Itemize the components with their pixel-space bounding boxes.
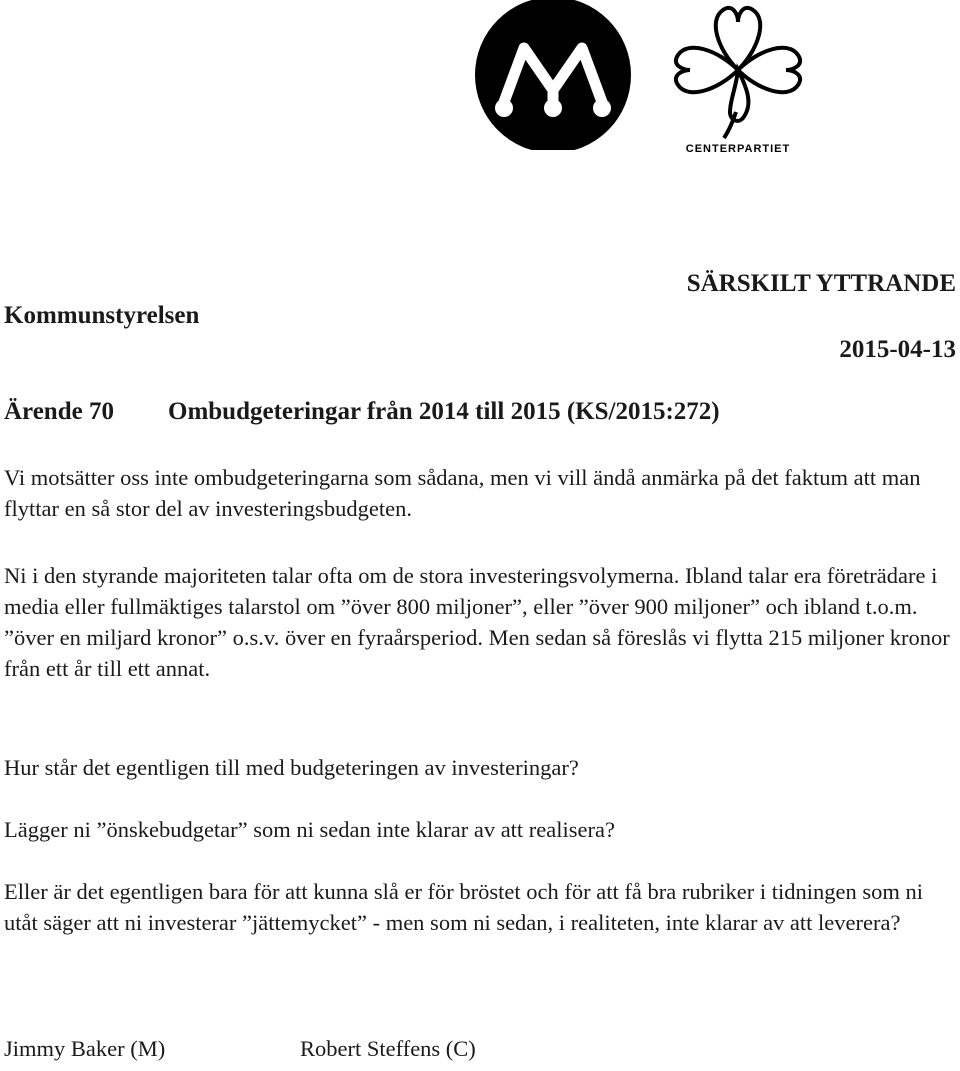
document-date: 2015-04-13 [839,336,956,363]
centerpartiet-clover-logo-icon [668,0,808,160]
document-type: SÄRSKILT YTTRANDE [686,270,956,297]
logo-area [470,0,810,160]
body-paragraph-3: Hur står det egentligen till med budgeteringen av investeringar? [4,755,579,780]
body-paragraph-2: Ni i den styrande majoriteten talar ofta om de stora investeringsvolymerna. Ibland talar era företrädare i media eller fullmäktiges talarstol om ”över 800 miljoner”, eller ”över 900 miljoner” och ibland t.o.m. ”över en miljard kronor” o.s.v. över en fyraårsperiod. Men sedan så föreslås vi flytta 215 miljoner kronor från ett år till ett annat. [4,563,950,681]
moderaterna-m-logo-icon [470,0,636,150]
body-paragraph-4: Lägger ni ”önskebudgetar” som ni sedan inte klarar av att realisera? [4,817,615,842]
agenda-number: Ärende 70 [4,398,114,425]
organization-name: Kommunstyrelsen [4,302,200,329]
signature-2: Robert Steffens (C) [300,1036,476,1061]
body-paragraph-1: Vi motsätter oss inte ombudgeteringarna som sådana, men vi vill ändå anmärka på det faktum att man flyttar en så stor del av investeringsbudgeten. [4,465,921,521]
centerpartiet-wordmark: CENTERPARTIET [685,143,791,155]
signature-1: Jimmy Baker (M) [4,1036,166,1061]
agenda-title: Ombudgeteringar från 2014 till 2015 (KS/2015:272) [168,398,720,425]
body-paragraph-5: Eller är det egentligen bara för att kunna slå er för bröstet och för att få bra rubriker i tidningen som ni utåt säger att ni investerar ”jättemycket” - men som ni sedan, i realiteten, inte klarar av att leverera? [4,879,924,935]
